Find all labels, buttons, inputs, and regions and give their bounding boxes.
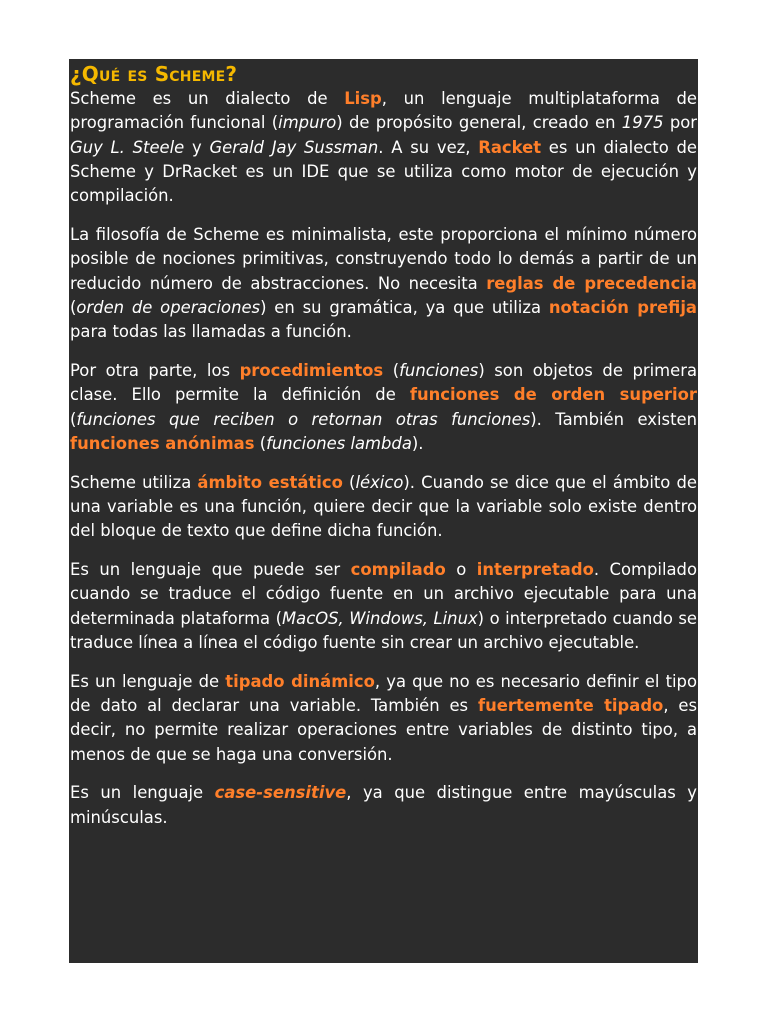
- text-run: ).: [411, 433, 424, 453]
- text-run: ) en su gramática, ya que utiliza: [260, 297, 549, 317]
- highlighted-term: procedimientos: [239, 360, 384, 380]
- text-run: (: [70, 409, 77, 429]
- paragraph: [70, 471, 697, 544]
- text-run: ). También existen: [530, 409, 697, 429]
- text-run: ). Cuando se dice que el ámbito de una variable es una función, quiere decir que la variable solo existe dentro del bloque de texto que define dicha función.: [70, 472, 697, 541]
- text-run: o: [445, 560, 477, 580]
- highlighted-term: funciones anónimas: [70, 433, 255, 453]
- text-run: y: [184, 137, 210, 157]
- highlighted-term: tipado dinámico: [225, 671, 375, 691]
- italic-text: léxico: [355, 472, 404, 492]
- page-title: ¿Qué es Scheme?: [70, 62, 238, 86]
- italic-text: orden de operaciones: [76, 297, 261, 317]
- text-run: La filosofía de Scheme es minimalista, este proporciona el mínimo número posible de nociones primitivas, construyendo todo lo demás a partir de un reducido número de abstracciones. No necesita: [70, 224, 697, 293]
- article-body: [70, 87, 697, 830]
- text-run: por: [663, 113, 697, 133]
- italic-text: funciones: [399, 360, 479, 380]
- text-run: (: [70, 297, 77, 317]
- text-run: . Compilado cuando se traduce el código fuente en un archivo ejecutable para una determinada plataforma (: [70, 560, 697, 628]
- text-run: para todas las llamadas a función.: [70, 322, 352, 342]
- text-run: Es un lenguaje de: [70, 671, 226, 691]
- text-run: Es un lenguaje: [70, 783, 215, 803]
- text-run: Por otra parte, los: [70, 360, 240, 380]
- text-run: , ya que no es necesario definir el tipo de dato al declarar una variable. También es: [70, 671, 697, 716]
- text-run: (: [254, 433, 267, 453]
- highlighted-term: compilado: [350, 560, 446, 580]
- paragraph: [70, 670, 697, 767]
- text-run: , un lenguaje multiplataforma de programación funcional (: [70, 89, 698, 133]
- text-run: , ya que distingue entre mayúsculas y minúsculas.: [70, 783, 697, 827]
- paragraph: [70, 87, 697, 208]
- italic-text: funciones que reciben o retornan otras funciones: [76, 409, 531, 429]
- italic-text: funciones lambda: [266, 433, 412, 453]
- italic-text: 1975: [621, 113, 664, 133]
- italic-text: Guy L. Steele: [70, 137, 185, 157]
- text-run: ) son objetos de primera clase. Ello permite la definición de: [70, 360, 697, 405]
- text-run: ) de propósito general, creado en: [336, 113, 622, 133]
- text-run: ) o interpretado cuando se traduce línea a línea el código fuente sin crear un archivo ejecutable.: [70, 608, 697, 652]
- highlighted-term: fuertemente tipado: [477, 696, 664, 716]
- italic-text: Gerald Jay Sussman: [209, 137, 379, 157]
- text-run: . A su vez,: [378, 137, 479, 157]
- text-run: Es un lenguaje que puede ser: [70, 560, 351, 580]
- highlighted-term: funciones de orden superior: [409, 385, 697, 405]
- highlighted-term: Lisp: [344, 89, 382, 108]
- text-run: (: [342, 472, 356, 492]
- highlighted-term: interpretado: [476, 560, 594, 580]
- highlighted-term: Racket: [478, 137, 542, 157]
- highlighted-term: notación prefija: [548, 297, 697, 317]
- italic-text: MacOS, Windows, Linux: [282, 608, 478, 628]
- paragraph: [70, 223, 697, 344]
- highlighted-term: ámbito estático: [197, 472, 343, 492]
- text-run: es un dialecto de Scheme y DrRacket es un IDE que se utiliza como motor de ejecución y compilación.: [70, 137, 697, 206]
- text-run: Scheme utiliza: [70, 472, 198, 492]
- paragraph: [70, 558, 697, 655]
- paragraph: [70, 359, 697, 456]
- highlighted-term: reglas de precedencia: [486, 273, 697, 293]
- highlighted-term: case-sensitive: [214, 783, 347, 803]
- text-run: , es decir, no permite realizar operaciones entre variables de distinto tipo, a menos de que se haga una conversión.: [70, 696, 697, 764]
- paragraph: [70, 781, 697, 830]
- text-run: Scheme es un dialecto de: [70, 89, 345, 108]
- text-run: (: [383, 360, 400, 380]
- italic-text: impuro: [278, 113, 337, 133]
- content-panel: [69, 59, 698, 963]
